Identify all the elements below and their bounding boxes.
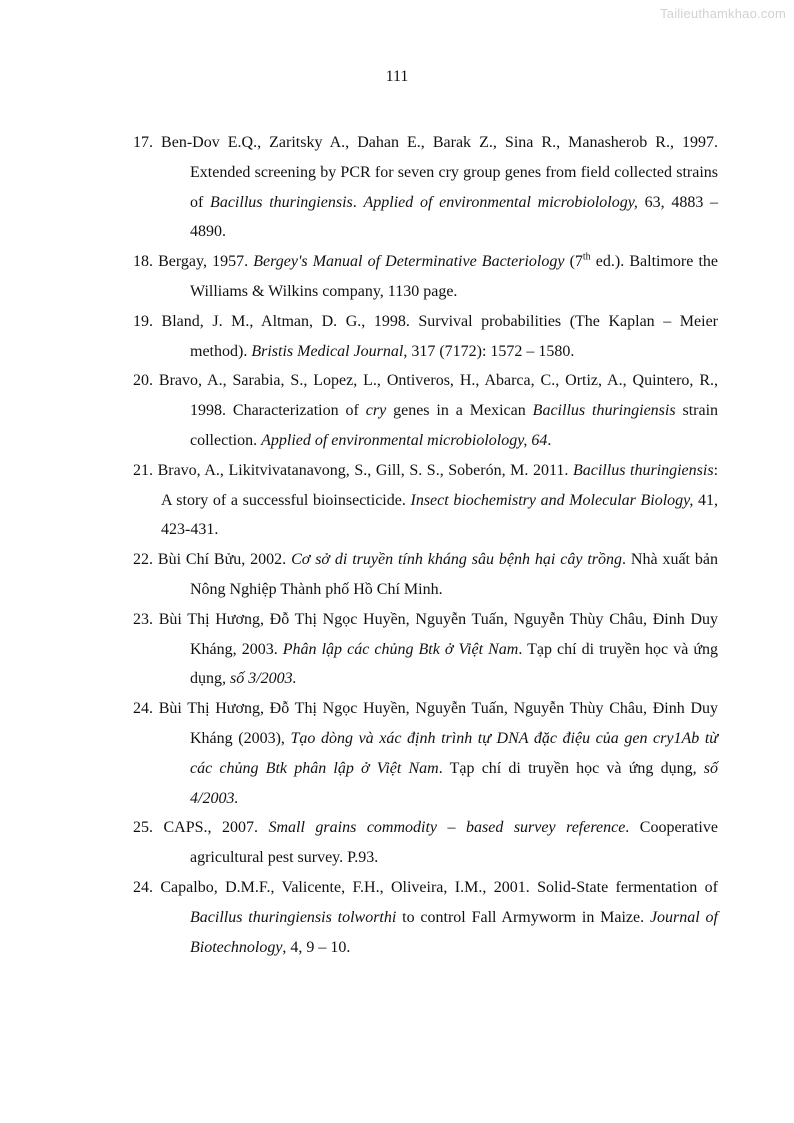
reference-item: 21. Bravo, A., Likitvivatanavong, S., Gill, S. S., Soberón, M. 2011. Bacillus thuringiensis: A story of a successful bioinsecticide. Insect biochemistry and Molecular Biology, 41, 423-431. [133,461,719,539]
reference-item: 17. Ben-Dov E.Q., Zaritsky A., Dahan E., Barak Z., Sina R., Manasherob R., 1997. Extended screening by PCR for seven cry group genes from field collected strains of Bacillus thuringiensis. Applied of environmental microbiolology, 63, 4883 – 4890. [133,134,719,241]
page-number: 111 [385,68,409,85]
reference-item: 18. Bergay, 1957. Bergey's Manual of Determinative Bacteriology (7th ed.). Baltimore the Williams & Wilkins company, 1130 page. [133,251,719,300]
reference-item: 22. Bùi Chí Bửu, 2002. Cơ sở di truyền tính kháng sâu bệnh hại cây trồng. Nhà xuất bản Nông Nghiệp Thành phố Hồ Chí Minh. [133,551,718,598]
watermark-text: Tailieuthamkhao.com [660,6,786,21]
reference-item: 19. Bland, J. M., Altman, D. G., 1998. Survival probabilities (The Kaplan – Meier method). Bristis Medical Journal, 317 (7172): 1572 – 1580. [133,312,718,360]
reference-item: 20. Bravo, A., Sarabia, S., Lopez, L., Ontiveros, H., Abarca, C., Ortiz, A., Quintero, R., 1998. Characterization of cry genes in a Mexican Bacillus thuringiensis strain collection. Applied of environmental microbiolology, 64. [133,372,719,449]
reference-item: 25. CAPS., 2007. Small grains commodity – based survey reference. Cooperative agricultural pest survey. P.93. [133,819,718,867]
reference-list [133,128,718,962]
reference-item: 23. Bùi Thị Hương, Đỗ Thị Ngọc Huyền, Nguyễn Tuấn, Nguyễn Thùy Châu, Đinh Duy Kháng, 2003. Phân lập các chủng Btk ở Việt Nam. Tạp chí di truyền học và ứng dụng, số 3/2003. [133,610,719,688]
reference-item: 24. Capalbo, D.M.F., Valicente, F.H., Oliveira, I.M., 2001. Solid-State fermentation of Bacillus thuringiensis tolworthi to control Fall Armyworm in Maize. Journal of Biotechnology, 4, 9 – 10. [133,878,718,956]
reference-item: 24. Bùi Thị Hương, Đỗ Thị Ngọc Huyền, Nguyễn Tuấn, Nguyễn Thùy Châu, Đinh Duy Kháng (2003), Tạo dòng và xác định trình tự DNA đặc điệu của gen cry1Ab từ các chủng Btk phân lập ở Việt Nam. Tạp chí di truyền học và ứng dụng, số 4/2003. [133,700,719,807]
